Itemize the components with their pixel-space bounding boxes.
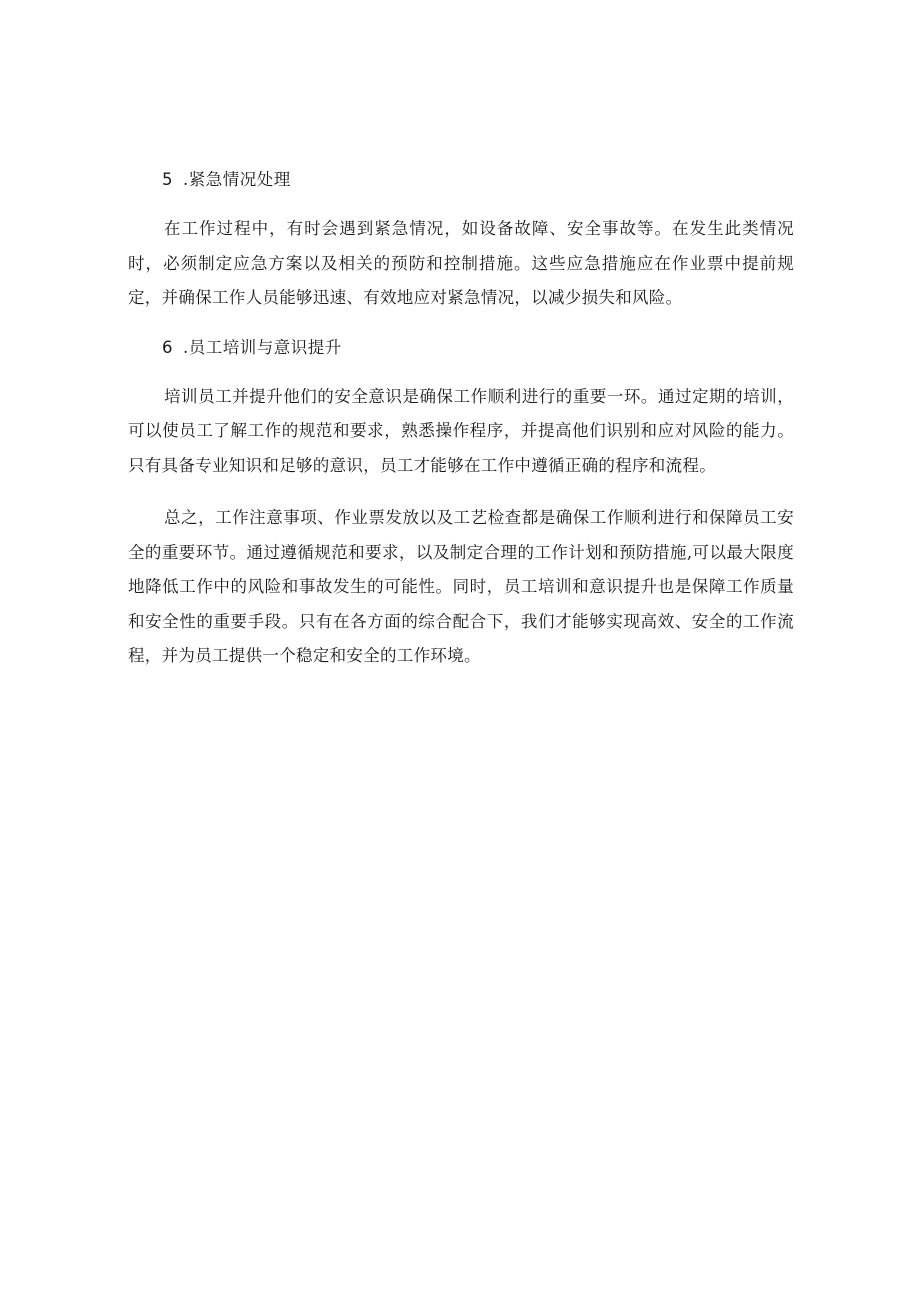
section-title: .紧急情况处理 [183, 170, 291, 189]
section-title: .员工培训与意识提升 [183, 337, 342, 357]
section-paragraph-5: 在工作过程中，有时会遇到紧急情况，如设备故障、安全事故等。在发生此类情况时，必须制定应急方案以及相关的预防和控制措施。这些应急措施应在作业票中提前规定，并确保工作人员能够迅速、有效地应对紧急情况，以减少损失和风险。 [128, 219, 794, 307]
section-paragraph-6: 培训员工并提升他们的安全意识是确保工作顺利进行的重要一环。通过定期的培训，可以使员工了解工作的规范和要求，熟悉操作程序，并提高他们识别和应对风险的能力。只有具备专业知识和足够的意识，员工才能够在工作中遵循正确的程序和流程。 [128, 386, 794, 475]
section-number: 6 [162, 337, 173, 357]
section-number: 5 [162, 170, 173, 189]
conclusion-paragraph: 总之，工作注意事项、作业票发放以及工艺检查都是确保工作顺利进行和保障员工安全的重要环节。通过遵循规范和要求，以及制定合理的工作计划和预防措施,可以最大限度地降低工作中的风险和事故发生的可能性。同时，员工培训和意识提升也是保障工作质量和安全性的重要手段。只有在各方面的综合配合下，我们才能够实现高效、安全的工作流程，并为员工提供一个稳定和安全的工作环境。 [128, 508, 794, 665]
section-heading-6 [128, 334, 794, 362]
document-content [128, 166, 794, 692]
section-heading-5 [128, 166, 794, 194]
